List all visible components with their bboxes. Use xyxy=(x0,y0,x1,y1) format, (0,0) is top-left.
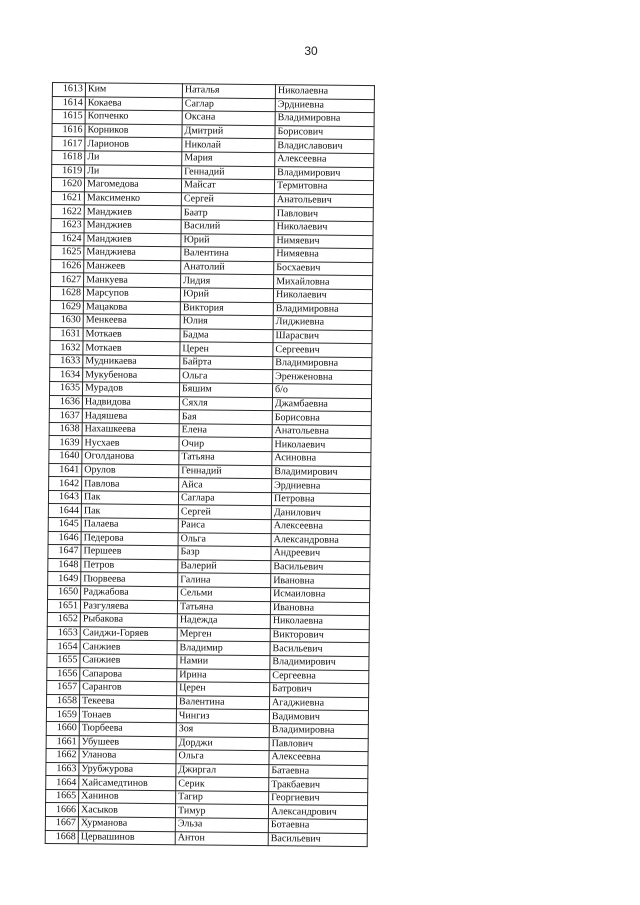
row-number-cell: 1652 xyxy=(47,613,80,627)
surname-cell: Першеев xyxy=(81,545,178,560)
first-name-cell: Сергей xyxy=(181,192,274,206)
patronymic-cell: Владимирович xyxy=(275,166,374,181)
patronymic-cell: Тракбаевич xyxy=(269,778,368,793)
surname-cell: Хайсамедтинов xyxy=(79,776,176,791)
row-number-cell: 1656 xyxy=(47,667,80,681)
first-name-cell: Владимир xyxy=(177,641,270,655)
surname-cell: Палаева xyxy=(81,518,178,533)
patronymic-cell: Алексеевна xyxy=(271,520,370,535)
row-number-cell: 1628 xyxy=(50,286,83,300)
first-name-cell: Анатолий xyxy=(181,260,274,274)
surname-cell: Орулов xyxy=(82,463,179,478)
names-table xyxy=(45,82,375,847)
row-number-cell: 1626 xyxy=(51,259,84,273)
row-number-cell: 1655 xyxy=(47,653,80,667)
row-number-cell: 1621 xyxy=(51,191,84,205)
patronymic-cell: Владимирович xyxy=(270,656,369,671)
first-name-cell: Байрта xyxy=(180,356,273,370)
surname-cell: Ханинов xyxy=(79,790,176,805)
surname-cell: Рыбакова xyxy=(80,613,177,628)
first-name-cell: Мария xyxy=(182,152,275,166)
surname-cell: Цервашинов xyxy=(78,830,175,845)
surname-cell: Манкуева xyxy=(84,273,181,288)
surname-cell: Нусхаев xyxy=(82,436,179,451)
surname-cell: Разгуляева xyxy=(80,599,177,614)
first-name-cell: Бяшим xyxy=(179,383,272,397)
patronymic-cell: Батаевна xyxy=(269,764,368,779)
first-name-cell: Тагир xyxy=(176,791,269,805)
row-number-cell: 1622 xyxy=(51,205,84,219)
surname-cell: Манжеев xyxy=(84,260,181,275)
patronymic-cell: Агаджиевна xyxy=(269,696,368,711)
first-name-cell: Баатр xyxy=(181,206,274,220)
surname-cell: Моткаев xyxy=(83,327,180,342)
row-number-cell: 1658 xyxy=(46,694,79,708)
first-name-cell: Бая xyxy=(179,410,272,424)
patronymic-cell: Данилович xyxy=(271,506,370,521)
first-name-cell: Дорджи xyxy=(176,736,269,750)
patronymic-cell: Вадимович xyxy=(269,710,368,725)
patronymic-cell: Александрович xyxy=(268,805,367,820)
row-number-cell: 1642 xyxy=(49,477,82,491)
patronymic-cell: Владимирович xyxy=(272,465,371,480)
row-number-cell: 1657 xyxy=(47,681,80,695)
surname-cell: Манджиев xyxy=(84,219,181,234)
row-number-cell: 1648 xyxy=(48,558,81,572)
first-name-cell: Саглара xyxy=(178,492,271,506)
row-number-cell: 1623 xyxy=(51,218,84,232)
surname-cell: Петров xyxy=(81,559,178,574)
row-number-cell: 1659 xyxy=(46,708,79,722)
patronymic-cell: Ивановна xyxy=(270,601,369,616)
surname-cell: Мудникаева xyxy=(83,355,180,370)
surname-cell: Манджиев xyxy=(84,205,181,220)
first-name-cell: Лидия xyxy=(181,274,274,288)
patronymic-cell: Эренженовна xyxy=(273,370,372,385)
surname-cell: Убушеев xyxy=(79,735,176,750)
patronymic-cell: Борисович xyxy=(275,125,374,140)
row-number-cell: 1627 xyxy=(51,273,84,287)
surname-cell: Педерова xyxy=(81,531,178,546)
first-name-cell: Серик xyxy=(176,777,269,791)
first-name-cell: Бадма xyxy=(180,328,273,342)
surname-cell: Тонаев xyxy=(79,708,176,723)
surname-cell: Хасыков xyxy=(78,803,175,818)
row-number-cell: 1631 xyxy=(50,327,83,341)
row-number-cell: 1667 xyxy=(45,817,78,831)
first-name-cell: Василий xyxy=(181,220,274,234)
patronymic-cell: б/о xyxy=(272,384,371,399)
surname-cell: Раджабова xyxy=(81,586,178,601)
patronymic-cell: Николаевич xyxy=(273,289,372,304)
row-number-cell: 1653 xyxy=(47,626,80,640)
first-name-cell: Ольга xyxy=(176,750,269,764)
row-number-cell: 1639 xyxy=(49,436,82,450)
first-name-cell: Джиргал xyxy=(176,763,269,777)
surname-cell: Оголданова xyxy=(82,450,179,465)
first-name-cell: Айса xyxy=(179,478,272,492)
surname-cell: Моткаев xyxy=(83,341,180,356)
patronymic-cell: Нимяевна xyxy=(274,248,373,263)
row-number-cell: 1661 xyxy=(46,735,79,749)
first-name-cell: Сяхля xyxy=(179,396,272,410)
first-name-cell: Виктория xyxy=(180,301,273,315)
patronymic-cell: Лиджиевна xyxy=(273,316,372,331)
patronymic-cell: Термитовна xyxy=(274,180,373,195)
row-number-cell: 1634 xyxy=(50,368,83,382)
patronymic-cell: Босхаевич xyxy=(274,261,373,276)
patronymic-cell: Шарасвич xyxy=(273,329,372,344)
row-number-cell: 1662 xyxy=(46,749,79,763)
first-name-cell: Зоя xyxy=(176,723,269,737)
first-name-cell: Валерий xyxy=(178,560,271,574)
first-name-cell: Юлия xyxy=(180,315,273,329)
row-number-cell: 1629 xyxy=(50,300,83,314)
surname-cell: Пюрвеева xyxy=(81,572,178,587)
first-name-cell: Валентина xyxy=(181,247,274,261)
first-name-cell: Сельми xyxy=(178,587,271,601)
first-name-cell: Галина xyxy=(178,573,271,587)
first-name-cell: Раиса xyxy=(178,519,271,533)
row-number-cell: 1636 xyxy=(49,395,82,409)
row-number-cell: 1637 xyxy=(49,409,82,423)
surname-cell: Пак xyxy=(81,504,178,519)
surname-cell: Манджиева xyxy=(84,246,181,261)
patronymic-cell: Исмаиловна xyxy=(271,588,370,603)
row-number-cell: 1646 xyxy=(48,531,81,545)
surname-cell: Манджиев xyxy=(84,232,181,247)
patronymic-cell: Борисовна xyxy=(272,411,371,426)
patronymic-cell: Николаевна xyxy=(275,85,374,100)
surname-cell: Нахашкеева xyxy=(82,423,179,438)
row-number-cell: 1616 xyxy=(52,123,85,137)
first-name-cell: Татьяна xyxy=(179,451,272,465)
row-number-cell: 1619 xyxy=(52,164,85,178)
row-number-cell: 1615 xyxy=(52,110,85,124)
surname-cell: Кокаева xyxy=(85,96,182,111)
row-number-cell: 1663 xyxy=(46,762,79,776)
surname-cell: Мурадов xyxy=(82,382,179,397)
patronymic-cell: Батрович xyxy=(270,683,369,698)
row-number-cell: 1651 xyxy=(47,599,80,613)
page-number: 30 xyxy=(304,44,318,58)
first-name-cell: Геннадий xyxy=(182,165,275,179)
patronymic-cell: Сергеевна xyxy=(270,669,369,684)
patronymic-cell: Владимировна xyxy=(275,112,374,127)
first-name-cell: Татьяна xyxy=(177,600,270,614)
surname-cell: Максименко xyxy=(84,192,181,207)
row-number-cell: 1649 xyxy=(48,572,81,586)
row-number-cell: 1643 xyxy=(48,490,81,504)
patronymic-cell: Алексеевна xyxy=(269,751,368,766)
first-name-cell: Тимур xyxy=(175,804,268,818)
surname-cell: Магомедова xyxy=(84,178,181,193)
row-number-cell: 1666 xyxy=(45,803,78,817)
first-name-cell: Саглар xyxy=(182,97,275,111)
table-row xyxy=(45,830,367,847)
patronymic-cell: Михайловна xyxy=(274,275,373,290)
patronymic-cell: Андреевич xyxy=(271,547,370,562)
first-name-cell: Церен xyxy=(180,342,273,356)
surname-cell: Сарангов xyxy=(80,681,177,696)
row-number-cell: 1618 xyxy=(52,150,85,164)
surname-cell: Менкеева xyxy=(83,314,180,329)
patronymic-cell: Васильевич xyxy=(268,832,367,847)
patronymic-cell: Николаевич xyxy=(272,438,371,453)
surname-cell: Мацакова xyxy=(83,300,180,315)
row-number-cell: 1624 xyxy=(51,232,84,246)
row-number-cell: 1668 xyxy=(45,830,78,844)
row-number-cell: 1617 xyxy=(52,137,85,151)
patronymic-cell: Владимировна xyxy=(269,724,368,739)
patronymic-cell: Николаевич xyxy=(274,221,373,236)
first-name-cell: Эльза xyxy=(175,818,268,832)
first-name-cell: Надежда xyxy=(177,614,270,628)
surname-cell: Санжиев xyxy=(80,640,177,655)
first-name-cell: Юрий xyxy=(180,288,273,302)
first-name-cell: Юрий xyxy=(181,233,274,247)
patronymic-cell: Эрдниевна xyxy=(272,479,371,494)
row-number-cell: 1633 xyxy=(50,354,83,368)
surname-cell: Урубжурова xyxy=(79,762,176,777)
patronymic-cell: Александровна xyxy=(271,533,370,548)
row-number-cell: 1654 xyxy=(47,640,80,654)
first-name-cell: Базр xyxy=(178,546,271,560)
first-name-cell: Дмитрий xyxy=(182,125,275,139)
surname-cell: Саиджи-Горяев xyxy=(80,627,177,642)
surname-cell: Надяшева xyxy=(82,409,179,424)
patronymic-cell: Джамбаевна xyxy=(272,397,371,412)
patronymic-cell: Анатольевна xyxy=(272,424,371,439)
first-name-cell: Чингиз xyxy=(176,709,269,723)
surname-cell: Хурманова xyxy=(78,817,175,832)
first-name-cell: Наталья xyxy=(182,84,275,98)
row-number-cell: 1632 xyxy=(50,341,83,355)
row-number-cell: 1647 xyxy=(48,545,81,559)
first-name-cell: Церен xyxy=(177,682,270,696)
surname-cell: Тюрбеева xyxy=(79,722,176,737)
surname-cell: Уланова xyxy=(79,749,176,764)
first-name-cell: Майсат xyxy=(181,179,274,193)
first-name-cell: Мерген xyxy=(177,627,270,641)
row-number-cell: 1625 xyxy=(51,246,84,260)
patronymic-cell: Алексеевна xyxy=(275,153,374,168)
patronymic-cell: Георгиевич xyxy=(269,791,368,806)
surname-cell: Павлова xyxy=(82,477,179,492)
surname-cell: Санжиев xyxy=(80,654,177,669)
row-number-cell: 1665 xyxy=(46,789,79,803)
surname-cell: Марсупов xyxy=(83,287,180,302)
row-number-cell: 1664 xyxy=(46,776,79,790)
row-number-cell: 1645 xyxy=(48,517,81,531)
row-number-cell: 1644 xyxy=(48,504,81,518)
first-name-cell: Валентина xyxy=(176,695,269,709)
row-number-cell: 1613 xyxy=(52,83,85,97)
first-name-cell: Очир xyxy=(179,437,272,451)
names-table-body xyxy=(45,83,374,847)
patronymic-cell: Васильевич xyxy=(270,642,369,657)
first-name-cell: Геннадий xyxy=(179,464,272,478)
surname-cell: Надвидова xyxy=(82,395,179,410)
first-name-cell: Сергей xyxy=(178,505,271,519)
row-number-cell: 1641 xyxy=(49,463,82,477)
first-name-cell: Намии xyxy=(177,655,270,669)
patronymic-cell: Викторович xyxy=(270,628,369,643)
surname-cell: Ким xyxy=(85,83,182,98)
row-number-cell: 1660 xyxy=(46,721,79,735)
surname-cell: Пак xyxy=(81,491,178,506)
patronymic-cell: Николаевна xyxy=(270,615,369,630)
row-number-cell: 1638 xyxy=(49,422,82,436)
patronymic-cell: Анатольевич xyxy=(274,193,373,208)
surname-cell: Ли xyxy=(85,151,182,166)
row-number-cell: 1630 xyxy=(50,314,83,328)
row-number-cell: 1614 xyxy=(52,96,85,110)
first-name-cell: Ольга xyxy=(180,369,273,383)
first-name-cell: Ирина xyxy=(177,668,270,682)
first-name-cell: Ольга xyxy=(178,532,271,546)
patronymic-cell: Владимировна xyxy=(273,357,372,372)
first-name-cell: Елена xyxy=(179,424,272,438)
row-number-cell: 1635 xyxy=(49,382,82,396)
first-name-cell: Николай xyxy=(182,138,275,152)
row-number-cell: 1640 xyxy=(49,450,82,464)
surname-cell: Сапарова xyxy=(80,667,177,682)
patronymic-cell: Эрдниевна xyxy=(275,98,374,113)
patronymic-cell: Нимяевич xyxy=(274,234,373,249)
surname-cell: Ларионов xyxy=(85,137,182,152)
patronymic-cell: Павлович xyxy=(274,207,373,222)
patronymic-cell: Владиславович xyxy=(275,139,374,154)
surname-cell: Копченко xyxy=(85,110,182,125)
patronymic-cell: Сергеевич xyxy=(273,343,372,358)
surname-cell: Мукубенова xyxy=(83,368,180,383)
patronymic-cell: Петровна xyxy=(271,492,370,507)
patronymic-cell: Асиновна xyxy=(272,452,371,467)
surname-cell: Текеева xyxy=(79,695,176,710)
first-name-cell: Антон xyxy=(175,831,268,845)
patronymic-cell: Павлович xyxy=(269,737,368,752)
patronymic-cell: Ботаевна xyxy=(268,819,367,834)
patronymic-cell: Владимировна xyxy=(273,302,372,317)
patronymic-cell: Васильевич xyxy=(271,560,370,575)
surname-cell: Корников xyxy=(85,124,182,139)
patronymic-cell: Ивановна xyxy=(271,574,370,589)
surname-cell: Ли xyxy=(85,164,182,179)
row-number-cell: 1620 xyxy=(51,178,84,192)
row-number-cell: 1650 xyxy=(48,585,81,599)
first-name-cell: Оксана xyxy=(182,111,275,125)
